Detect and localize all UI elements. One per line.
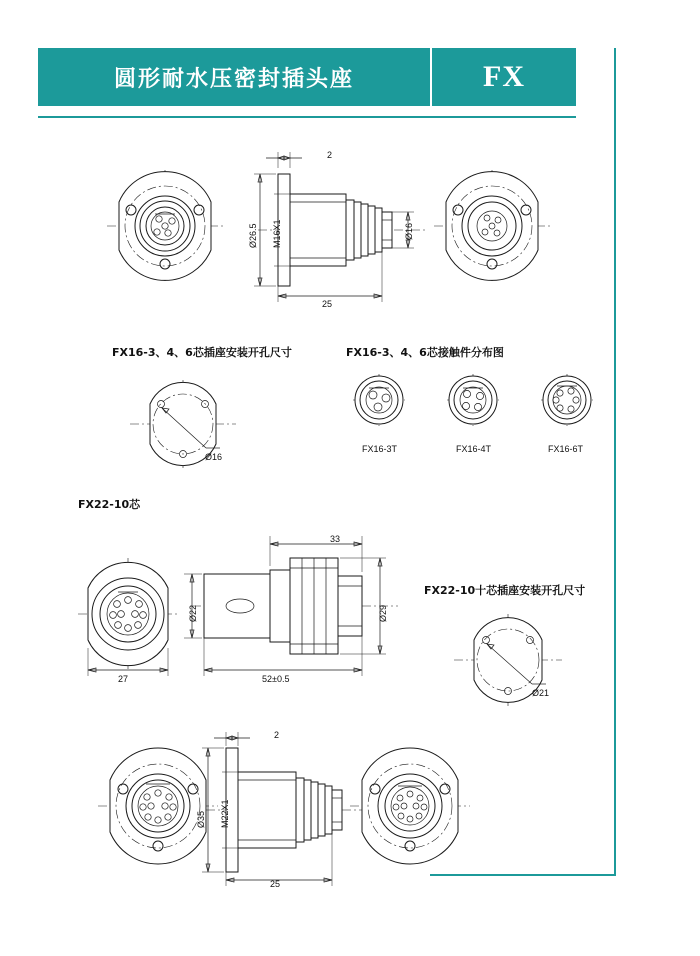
dim-fx22-length: 25 bbox=[270, 879, 281, 889]
contact-layout-6t bbox=[541, 374, 593, 426]
fx16-right-flange-view bbox=[432, 168, 552, 284]
fx16-left-flange-view bbox=[105, 168, 225, 284]
bottom-border-rule bbox=[430, 874, 616, 876]
dim-fx16-bore: Ø16 bbox=[205, 452, 223, 462]
header-underline bbox=[38, 116, 576, 118]
dim-fx16-length: 25 bbox=[322, 299, 333, 309]
page-title: 圆形耐水压密封插头座 bbox=[113, 66, 354, 92]
contact-label-6t: FX16-6T bbox=[548, 444, 584, 454]
dim-fx22-shell-dia: Ø22 bbox=[188, 604, 198, 622]
dim-fx22-overall: 52±0.5 bbox=[262, 674, 290, 684]
caption-fx16-mount: FX16-3、4、6芯插座安装开孔尺寸 bbox=[112, 346, 292, 359]
contact-label-4t: FX16-4T bbox=[456, 444, 492, 454]
dim-fx16-thread: M16X1 bbox=[272, 219, 282, 248]
dim-fx16-flange-dia: Ø26.5 bbox=[248, 223, 258, 248]
fx22-right-flange-view bbox=[348, 746, 472, 866]
contact-layout-4t bbox=[447, 374, 499, 426]
contact-layout-3t bbox=[353, 374, 405, 426]
contact-label-3t: FX16-3T bbox=[362, 444, 398, 454]
page-header bbox=[38, 48, 576, 106]
right-border-rule bbox=[614, 48, 616, 876]
dim-fx22-flange-dia: Ø35 bbox=[196, 810, 206, 828]
dim-fx16-thickness: 2 bbox=[327, 150, 333, 160]
dim-fx22-coupling-dia: Ø29 bbox=[378, 604, 388, 622]
caption-fx22-mount: FX22-10十芯插座安装开孔尺寸 bbox=[424, 584, 586, 597]
caption-fx16-contact: FX16-3、4、6芯接触件分布图 bbox=[346, 346, 504, 359]
series-code: FX bbox=[483, 60, 525, 93]
dim-fx22-front-len: 27 bbox=[118, 674, 129, 684]
dim-fx22-bore: Ø21 bbox=[532, 688, 550, 698]
fx22-front-view bbox=[78, 558, 178, 670]
dim-fx22-top-len: 33 bbox=[330, 534, 341, 544]
dim-fx22-thickness: 2 bbox=[274, 730, 280, 740]
caption-fx22-title: FX22-10芯 bbox=[78, 498, 141, 511]
dim-fx16-body-dia: Ø16 bbox=[404, 222, 414, 240]
dim-fx22-thread: M22X1 bbox=[220, 799, 230, 828]
fx22-plug-section-view bbox=[190, 530, 400, 680]
